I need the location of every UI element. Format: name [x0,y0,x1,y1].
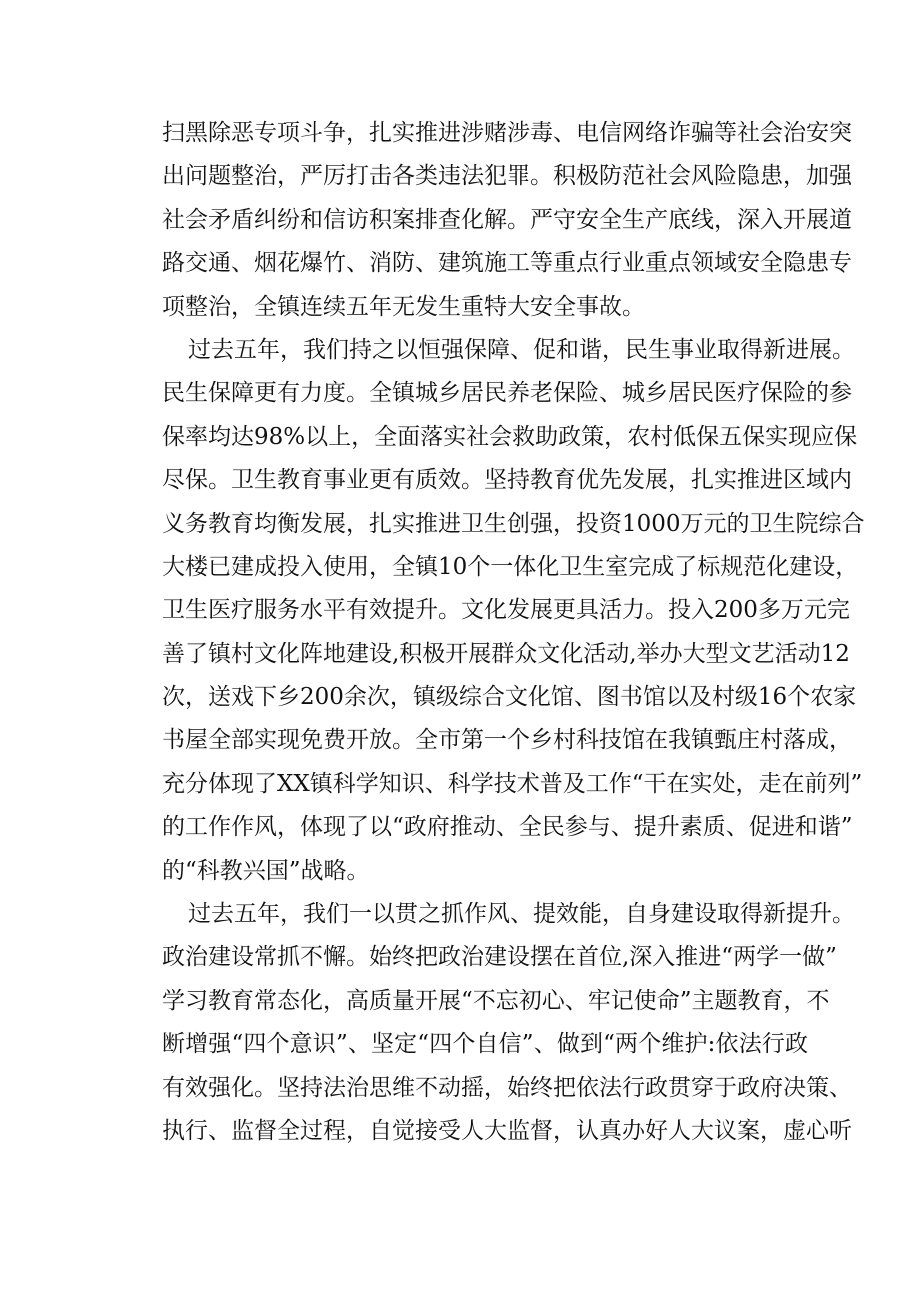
text-line: 学习教育常态化，高质量开展“不忘初心、牢记使命”主题教育，不 [162,987,830,1014]
text-line: 政治建设常抓不懈。始终把政治建设摆在首位,深入推进“两学一做” [162,944,837,971]
document-body [162,112,865,1153]
text-line: 尽保。卫生教育事业更有质效。坚持教育优先发展，扎实推进区域内 [162,467,852,494]
text-line: 大楼已建成投入使用，全镇10个一体化卫生室完成了标规范化建设， [162,553,859,580]
text-line: 卫生医疗服务水平有效提升。文化发展更具活力。投入200多万元完 [162,597,850,624]
text-line: 保率均达98%以上，全面落实社会救助政策，农村低保五保实现应保 [162,423,858,450]
text-line: 执行、监督全过程，自觉接受人大监督，认真办好人大议案，虚心听 [162,1117,852,1144]
text-line: 次，送戏下乡200余次，镇级综合文化馆、图书馆以及村级16个农家 [162,684,857,711]
text-line: 项整治，全镇连续五年无发生重特大安全事故。 [162,293,645,320]
paragraph-first-line: 过去五年，我们一以贯之抓作风、提效能，自身建设取得新提升。 [188,901,855,928]
text-line: 出问题整治，严厉打击各类违法犯罪。积极防范社会风险隐患，加强 [162,163,852,190]
text-line: 的工作作风，体现了以“政府推动、全民参与、提升素质、促进和谐” [162,814,853,841]
text-line: 善了镇村文化阵地建设,积极开展群众文化活动,举办大型文艺活动12 [162,640,850,667]
text-line: 义务教育均衡发展，扎实推进卫生创强，投资1000万元的卫生院综合 [162,510,865,537]
text-line: 的“科教兴国”战略。 [162,857,370,884]
text-line: 路交通、烟花爆竹、消防、建筑施工等重点行业重点领域安全隐患专 [162,250,852,277]
text-line: 断增强“四个意识”、坚定“四个自信”、做到“两个维护:依法行政 [162,1031,808,1058]
text-line: 书屋全部实现免费开放。全市第一个乡村科技馆在我镇甄庄村落成， [162,727,852,754]
text-line: 有效强化。坚持法治思维不动摇，始终把依法行政贯穿于政府决策、 [162,1074,852,1101]
paragraph-first-line: 过去五年，我们持之以恒强保障、促和谐，民生事业取得新进展。 [188,336,855,363]
text-line: 民生保障更有力度。全镇城乡居民养老保险、城乡居民医疗保险的参 [162,380,852,407]
text-line: 扫黑除恶专项斗争，扎实推进涉赌涉毒、电信网络诈骗等社会治安突 [162,120,852,146]
text-line: 社会矛盾纠纷和信访积案排查化解。严守安全生产底线，深入开展道 [162,206,852,233]
text-line: 充分体现了XX镇科学知识、科学技术普及工作“干在实处，走在前列” [162,770,863,797]
